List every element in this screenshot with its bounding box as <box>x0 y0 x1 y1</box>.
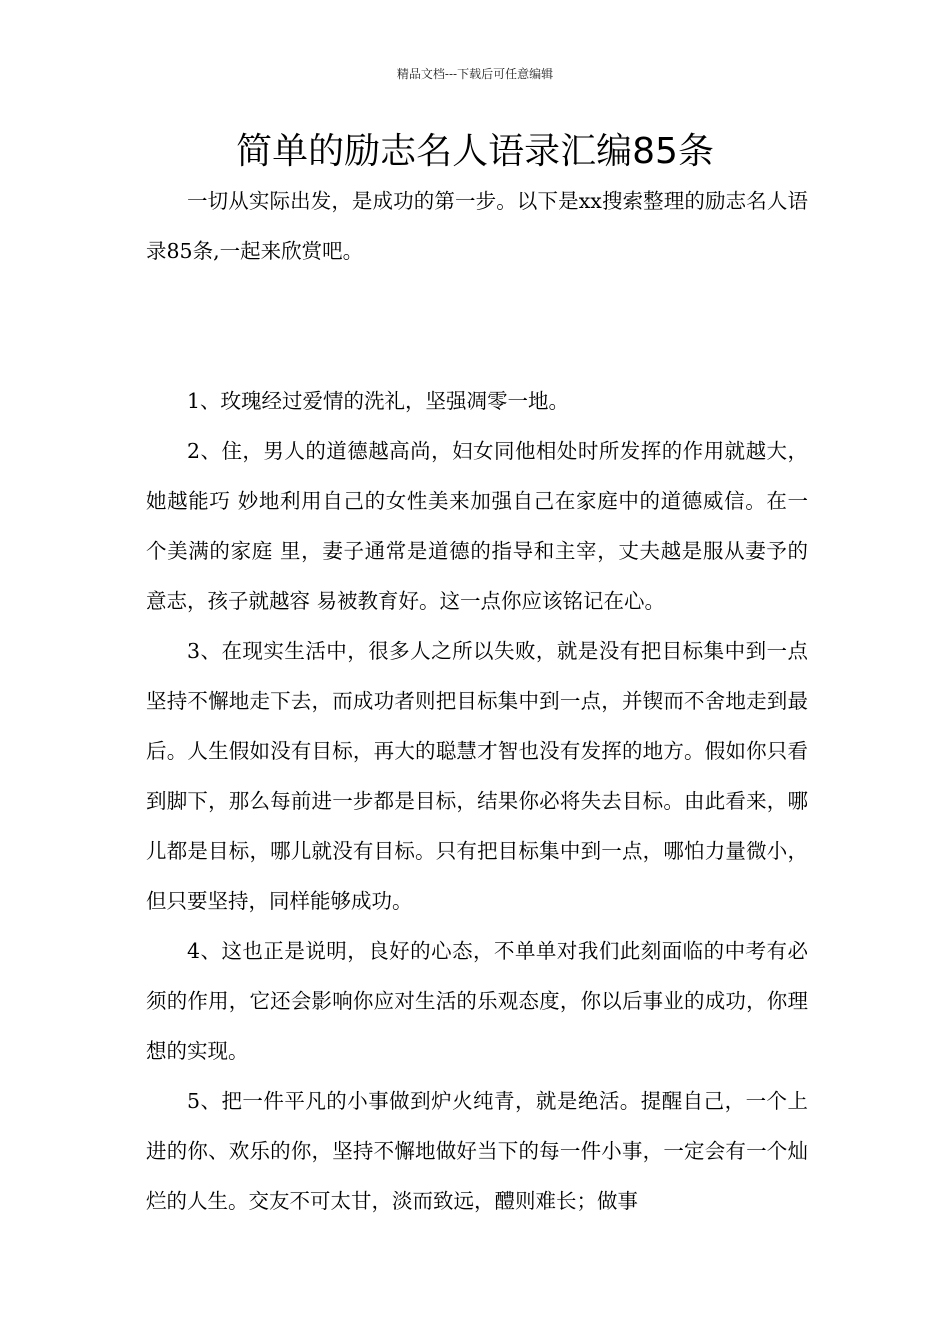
intro-paragraph: 一切从实际出发，是成功的第一步。以下是xx搜索整理的励志名人语录85条,一起来欣赏吧。 <box>146 189 808 263</box>
quote-item-5: 5、把一件平凡的小事做到炉火纯青，就是绝活。提醒自己，一个上进的你、欢乐的你，坚持不懈地做好当下的每一件小事，一定会有一个灿烂的人生。交友不可太甘，淡而致远，醴则难长；做事 <box>146 1089 808 1213</box>
document-title: 简单的励志名人语录汇编85条 <box>236 131 714 172</box>
page-header-note: 精品文档---下载后可任意编辑 <box>396 67 554 81</box>
quote-item-4: 4、这也正是说明，良好的心态，不单单对我们此刻面临的中考有必须的作用，它还会影响你应对生活的乐观态度，你以后事业的成功，你理想的实现。 <box>146 939 808 1063</box>
quote-item-2: 2、住，男人的道德越高尚，妇女同他相处时所发挥的作用就越大，她越能巧 妙地利用自己的女性美来加强自己在家庭中的道德威信。在一个美满的家庭 里，妻子通常是道德的指导和主宰，丈夫越是服从妻予的意志，孩子就越容 易被教育好。这一点你应该铭记在心。 <box>146 439 808 613</box>
document-body <box>146 176 808 1226</box>
quote-item-1: 1、玫瑰经过爱情的洗礼，坚强凋零一地。 <box>187 389 570 413</box>
quote-item-3: 3、在现实生活中，很多人之所以失败，就是没有把目标集中到一点坚持不懈地走下去，而成功者则把目标集中到一点，并锲而不舍地走到最后。人生假如没有目标，再大的聪慧才智也没有发挥的地方。假如你只看到脚下，那么每前进一步都是目标，结果你必将失去目标。由此看来，哪儿都是目标，哪儿就没有目标。只有把目标集中到一点，哪怕力量微小，但只要坚持，同样能够成功。 <box>146 639 808 913</box>
